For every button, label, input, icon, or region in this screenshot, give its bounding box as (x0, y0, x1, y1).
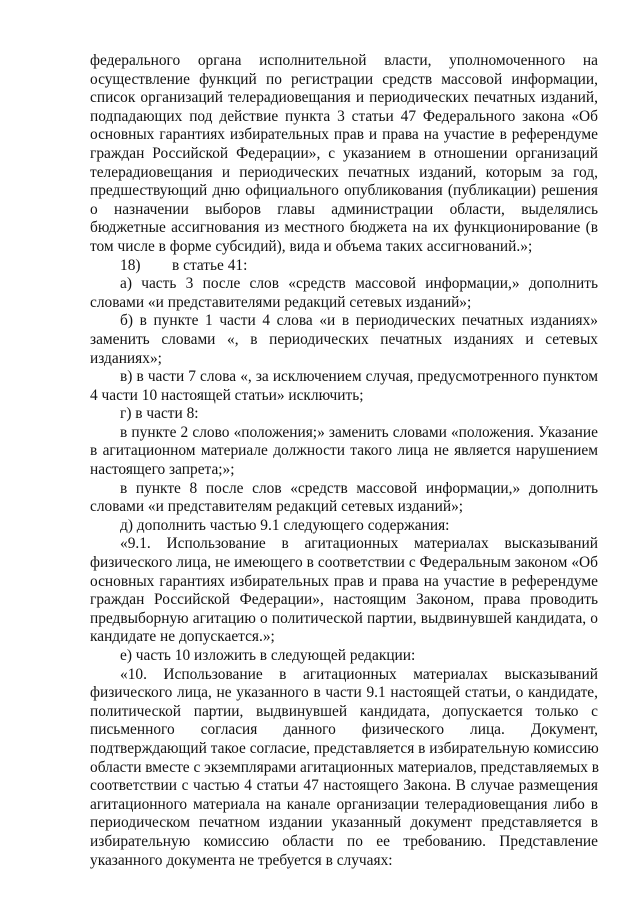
text-line: бюджетные ассигнования из местного бюджета на их функционирование (в (90, 219, 598, 237)
text-line: предвыборную агитацию о политической партии, выдвинувшей кандидата, о (90, 609, 598, 627)
item-number: 18) (120, 256, 141, 274)
text-line: периодическом печатном издании указанный документ представляется в (90, 814, 598, 832)
text-line: осуществление функций по регистрации средств массовой информации, (90, 70, 598, 88)
text-line: телерадиовещания и периодических печатных изданий, которым за год, (90, 163, 598, 181)
text-line (90, 257, 598, 276)
text-line: «9.1. Использование в агитационных материалах высказываний (120, 535, 598, 553)
text-line: «10. Использование в агитационных материалах высказываний (120, 665, 598, 683)
text-line: указанного документа не требуется в случаях: (90, 851, 393, 869)
text-line: в агитационном материале должности такого лица не является нарушением (90, 442, 598, 460)
text-line: физического лица, не указанного в части 9.1 настоящей статьи, о кандидате, (90, 684, 598, 702)
text-line: о назначении выборов главы администрации области, выделялись (90, 200, 598, 218)
text-line: в пункте 2 слово «положения;» заменить словами «положения. Указание (120, 423, 598, 441)
text-line: список организаций телерадиовещания и периодических печатных изданий, (90, 89, 598, 107)
text-line: агитационного материала на канале организации телерадиовещания либо в (90, 795, 598, 813)
text-line: основных гарантиях избирательных прав и права на участие в референдуме (90, 126, 598, 144)
text-line: б) в пункте 1 части 4 слова «и в периодических печатных изданиях» (120, 312, 598, 330)
text-line: граждан Российской Федерации», настоящим Законом, права проводить (90, 591, 598, 609)
text-line: предшествующий дню официального опубликования (публикации) решения (90, 182, 598, 200)
text-line: подтверждающий такое согласие, представляется в избирательную комиссию (90, 739, 599, 757)
item-text: в статье 41: (172, 256, 248, 274)
text-line: области вместе с экземплярами агитационных материалов, представляемых в (90, 758, 600, 776)
text-line: том числе в форме субсидий), вида и объема таких ассигнований.»; (90, 237, 533, 255)
text-line: подпадающих под действие пункта 3 статьи 47 Федерального закона «Об (90, 107, 598, 125)
document-body (90, 52, 598, 870)
text-line: политической партии, выдвинувшей кандидата, допускается только с (90, 702, 598, 720)
text-line: федерального органа исполнительной власти, уполномоченного на (90, 52, 598, 69)
text-line: словами «и представителям редакций сетевых изданий»; (90, 498, 464, 516)
text-line: изданиях»; (90, 349, 162, 367)
text-line: заменить словами «, в периодических печатных изданиях и сетевых (90, 330, 598, 348)
text-line: в) в части 7 слова «, за исключением случая, предусмотренного пунктом (120, 368, 598, 386)
text-line: 4 части 10 настоящей статьи» исключить; (90, 386, 364, 404)
text-line: письменного согласия данного физического лица. Документ, (90, 721, 598, 739)
text-line: граждан Российской Федерации», с указанием в отношении организаций (90, 144, 598, 162)
text-line: а) часть 3 после слов «средств массовой информации,» дополнить (120, 275, 598, 293)
text-line: в пункте 8 после слов «средств массовой информации,» дополнить (120, 479, 598, 497)
text-line: кандидате не допускается.»; (90, 628, 275, 646)
text-line: избирательную комиссию области по ее требованию. Представление (90, 832, 598, 850)
text-line: физического лица, не имеющего в соответствии с Федеральным законом «Об (90, 554, 598, 572)
text-line: д) дополнить частью 9.1 следующего содержания: (120, 516, 450, 534)
text-line: настоящего запрета;»; (90, 461, 235, 479)
text-line: словами «и представителями редакций сетевых изданий»; (90, 293, 472, 311)
text-line: г) в части 8: (120, 405, 199, 423)
text-line: основных гарантиях избирательных прав и права на участие в референдуме (90, 572, 598, 590)
text-line: соответствии с частью 4 статьи 47 настоящего Закона. В случае размещения (90, 777, 598, 795)
text-line: е) часть 10 изложить в следующей редакции: (120, 647, 416, 664)
